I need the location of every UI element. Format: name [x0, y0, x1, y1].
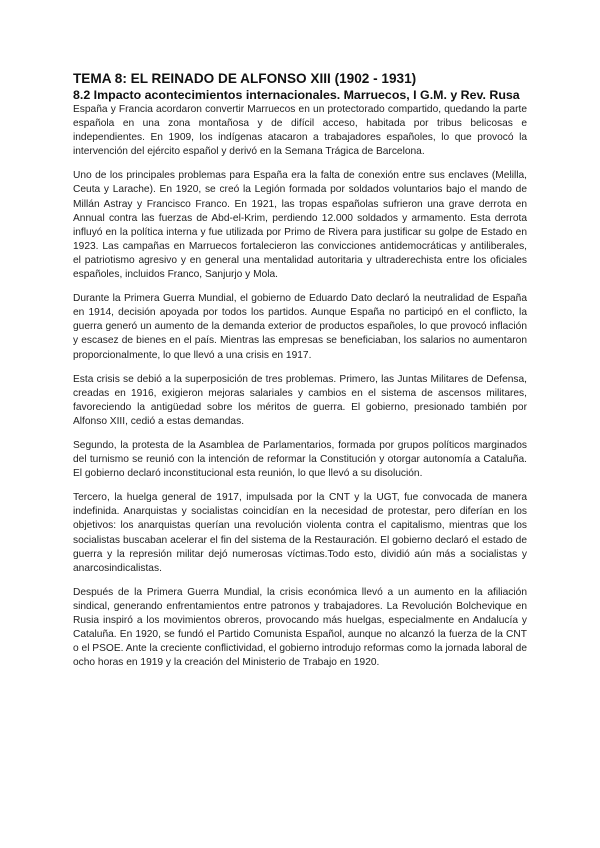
document-subtitle: 8.2 Impacto acontecimientos internacionales. Marruecos, I G.M. y Rev. Rusa — [73, 88, 520, 102]
paragraph-marruecos-annual: Uno de los principales problemas para España era la falta de conexión entre sus enclaves (Melilla, Ceuta y Larache). En 1920, se creó la Legión formada por soldados voluntarios bajo el mando de Millán Astray y Francisco Franco. En 1921, las tropas españolas sufrieron una grave derrota en Annual contra las fuerzas de Abd-el-Krim, perdiendo 12.000 soldados y armamento. Esta derrota influyó en la política interna y fue utilizada por Primo de Rivera para justificar su golpe de Estado en 1923. Las campañas en Marruecos fortalecieron las convicciones antidemocráticas y antiliberales, el patriotismo agresivo y en general una mentalidad autoritaria y ultraderechista entre los oficiales españoles, incluidos Franco, Sanjurjo y Mola. — [73, 170, 527, 281]
paragraph-asamblea-parlamentarios: Segundo, la protesta de la Asamblea de Parlamentarios, formada por grupos políticos marginados del turnismo se reunió con la intención de reformar la Constitución y otorgar autonomía a Cataluña. El gobierno declaró inconstitucional esta reunión, lo que llevó a su disolución. — [73, 439, 527, 480]
paragraph-posguerra-revolucion-rusa: Después de la Primera Guerra Mundial, la crisis económica llevó a un aumento en la afiliación sindical, generando enfrentamientos entre patronos y trabajadores. La Revolución Bolchevique en Rusia inspiró a los movimientos obreros, provocando más huelgas, especialmente en Andalucía y Cataluña. En 1920, se fundó el Partido Comunista Español, aunque no alcanzó la fuerza de la CNT o el PSOE. Ante la creciente conflictividad, el gobierno introdujo reformas como la jornada laboral de ocho horas en 1919 y la creación del Ministerio de Trabajo en 1920. — [73, 586, 527, 669]
paragraph-marruecos-protectorado: España y Francia acordaron convertir Marruecos en un protectorado compartido, quedando la parte española en una zona montañosa y de difícil acceso, habitada por tribus belicosas e independientes. En 1909, los indígenas atacaron a trabajadores españoles, lo que provocó la intervención del ejército español y derivó en la Semana Trágica de Barcelona. — [73, 104, 527, 158]
document-title: TEMA 8: EL REINADO DE ALFONSO XIII (1902 - 1931) — [73, 71, 417, 86]
paragraph-crisis-juntas-militares: Esta crisis se debió a la superposición de tres problemas. Primero, las Juntas Militares de Defensa, creadas en 1916, exigieron mejoras salariales y cambios en el sistema de ascensos militares, favoreciendo la antigüedad sobre los méritos de guerra. El gobierno, presionado también por Alfonso XIII, cedió a estas demandas. — [73, 373, 527, 427]
paragraph-huelga-general: Tercero, la huelga general de 1917, impulsada por la CNT y la UGT, fue convocada de manera indefinida. Anarquistas y socialistas coincidían en la necesidad de protestar, pero diferían en los objetivos: los anarquistas querían una revolución violenta contra el capitalismo, mientras que los socialistas buscaban acelerar el fin del sistema de la Restauración. El gobierno declaró el estado de guerra y la represión militar dejó numerosas víctimas.Todo esto, dividió aún más a socialistas y anarcosindicalistas. — [73, 492, 527, 574]
document-body — [73, 70, 527, 680]
paragraph-primera-guerra-mundial: Durante la Primera Guerra Mundial, el gobierno de Eduardo Dato declaró la neutralidad de España en 1914, decisión apoyada por todos los partidos. Aunque España no participó en el conflicto, la guerra generó un aumento de la demanda exterior de productos españoles, lo que provocó inflación y escasez de bienes en el país. Mientras las empresas se beneficiaban, los salarios no aumentaron proporcionalmente, lo que llevó a una crisis en 1917. — [73, 293, 527, 361]
